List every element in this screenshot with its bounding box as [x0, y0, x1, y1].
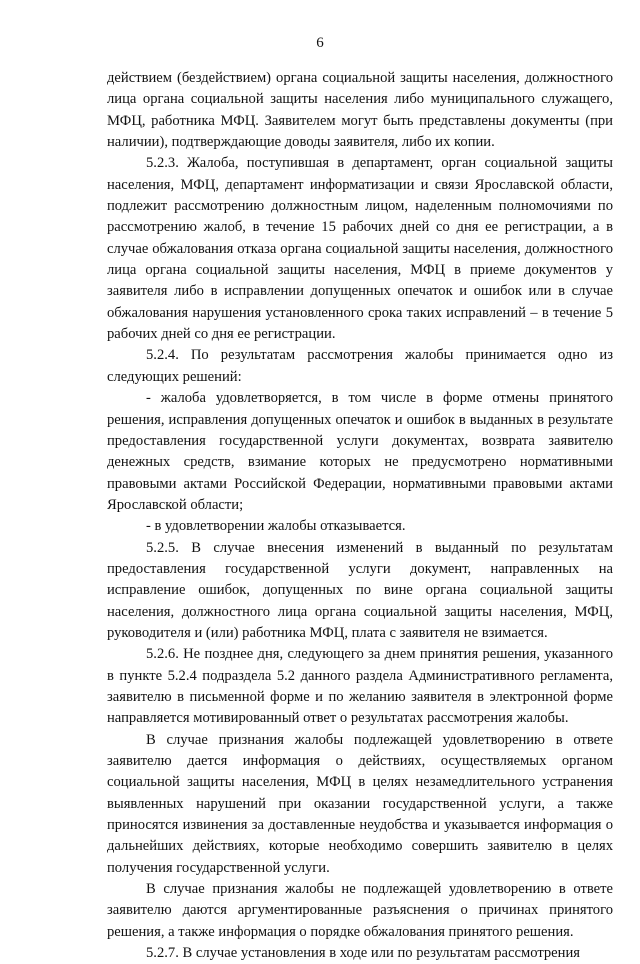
paragraph-5-2-5: 5.2.5. В случае внесения изменений в выданный по результатам предоставления государственной услуги документ, направленных на исправление ошибок, допущенных по вине органа социальной защиты населения, должностного лица органа социальной защиты населения, МФЦ, руководителя и (или) работника МФЦ, плата с заявителя не взимается. — [107, 539, 613, 641]
paragraph-5-2-7: 5.2.7. В случае установления в ходе или по результатам рассмотрения — [146, 945, 580, 962]
list-item-refused: - в удовлетворении жалобы отказывается. — [146, 518, 406, 535]
document-body — [107, 68, 613, 964]
list-item-satisfied: - жалоба удовлетворяется, в том числе в форме отмены принятого решения, исправления допущенных опечаток и ошибок в выданных в результате предоставления государственной услуги документах, возврата заявителю денежных средств, взимание которых не предусмотрено нормативными правовыми актами Российской Федерации, нормативными правовыми актами Ярославской области; — [107, 390, 613, 513]
page-number: 6 — [316, 35, 324, 51]
paragraph-refused-response: В случае признания жалобы не подлежащей удовлетворению в ответе заявителю даются аргументированные разъяснения о причинах принятого решения, а также информация о порядке обжалования принятого решения. — [107, 881, 613, 940]
paragraph-1: действием (бездействием) органа социальной защиты населения, должностного лица органа социальной защиты населения либо муниципального служащего, МФЦ, работника МФЦ. Заявителем могут быть представлены документы (при наличии), подтверждающие доводы заявителя, либо их копии. — [107, 70, 613, 151]
paragraph-5-2-4: 5.2.4. По результатам рассмотрения жалобы принимается одно из следующих решений: — [107, 347, 613, 385]
paragraph-satisfied-response: В случае признания жалобы подлежащей удовлетворению в ответе заявителю дается информация о действиях, осуществляемых органом социальной защиты населения, МФЦ в целях незамедлительного устранения выявленных нарушений при оказании государственной услуги, а также приносятся извинения за доставленные неудобства и указывается информация о дальнейших действиях, которые необходимо совершить заявителю в целях получения государственной услуги. — [107, 731, 613, 876]
paragraph-5-2-6: 5.2.6. Не позднее дня, следующего за днем принятия решения, указанного в пункте 5.2.4 подраздела 5.2 данного раздела Административного регламента, заявителю в письменной форме и по желанию заявителя в электронной форме направляется мотивированный ответ о результатах рассмотрения жалобы. — [107, 646, 613, 727]
paragraph-5-2-3: 5.2.3. Жалоба, поступившая в департамент, орган социальной защиты населения, МФЦ, департамент информатизации и связи Ярославской области, подлежит рассмотрению должностным лицом, наделенным полномочиями по рассмотрению жалоб, в течение 15 рабочих дней со дня ее регистрации, а в случае обжалования отказа органа социальной защиты населения, должностного лица органа социальной защиты населения, МФЦ в приеме документов у заявителя либо в исправлении допущенных опечаток и ошибок или в случае обжалования нарушения установленного срока таких исправлений – в течение 5 рабочих дней со дня ее регистрации. — [107, 155, 613, 343]
